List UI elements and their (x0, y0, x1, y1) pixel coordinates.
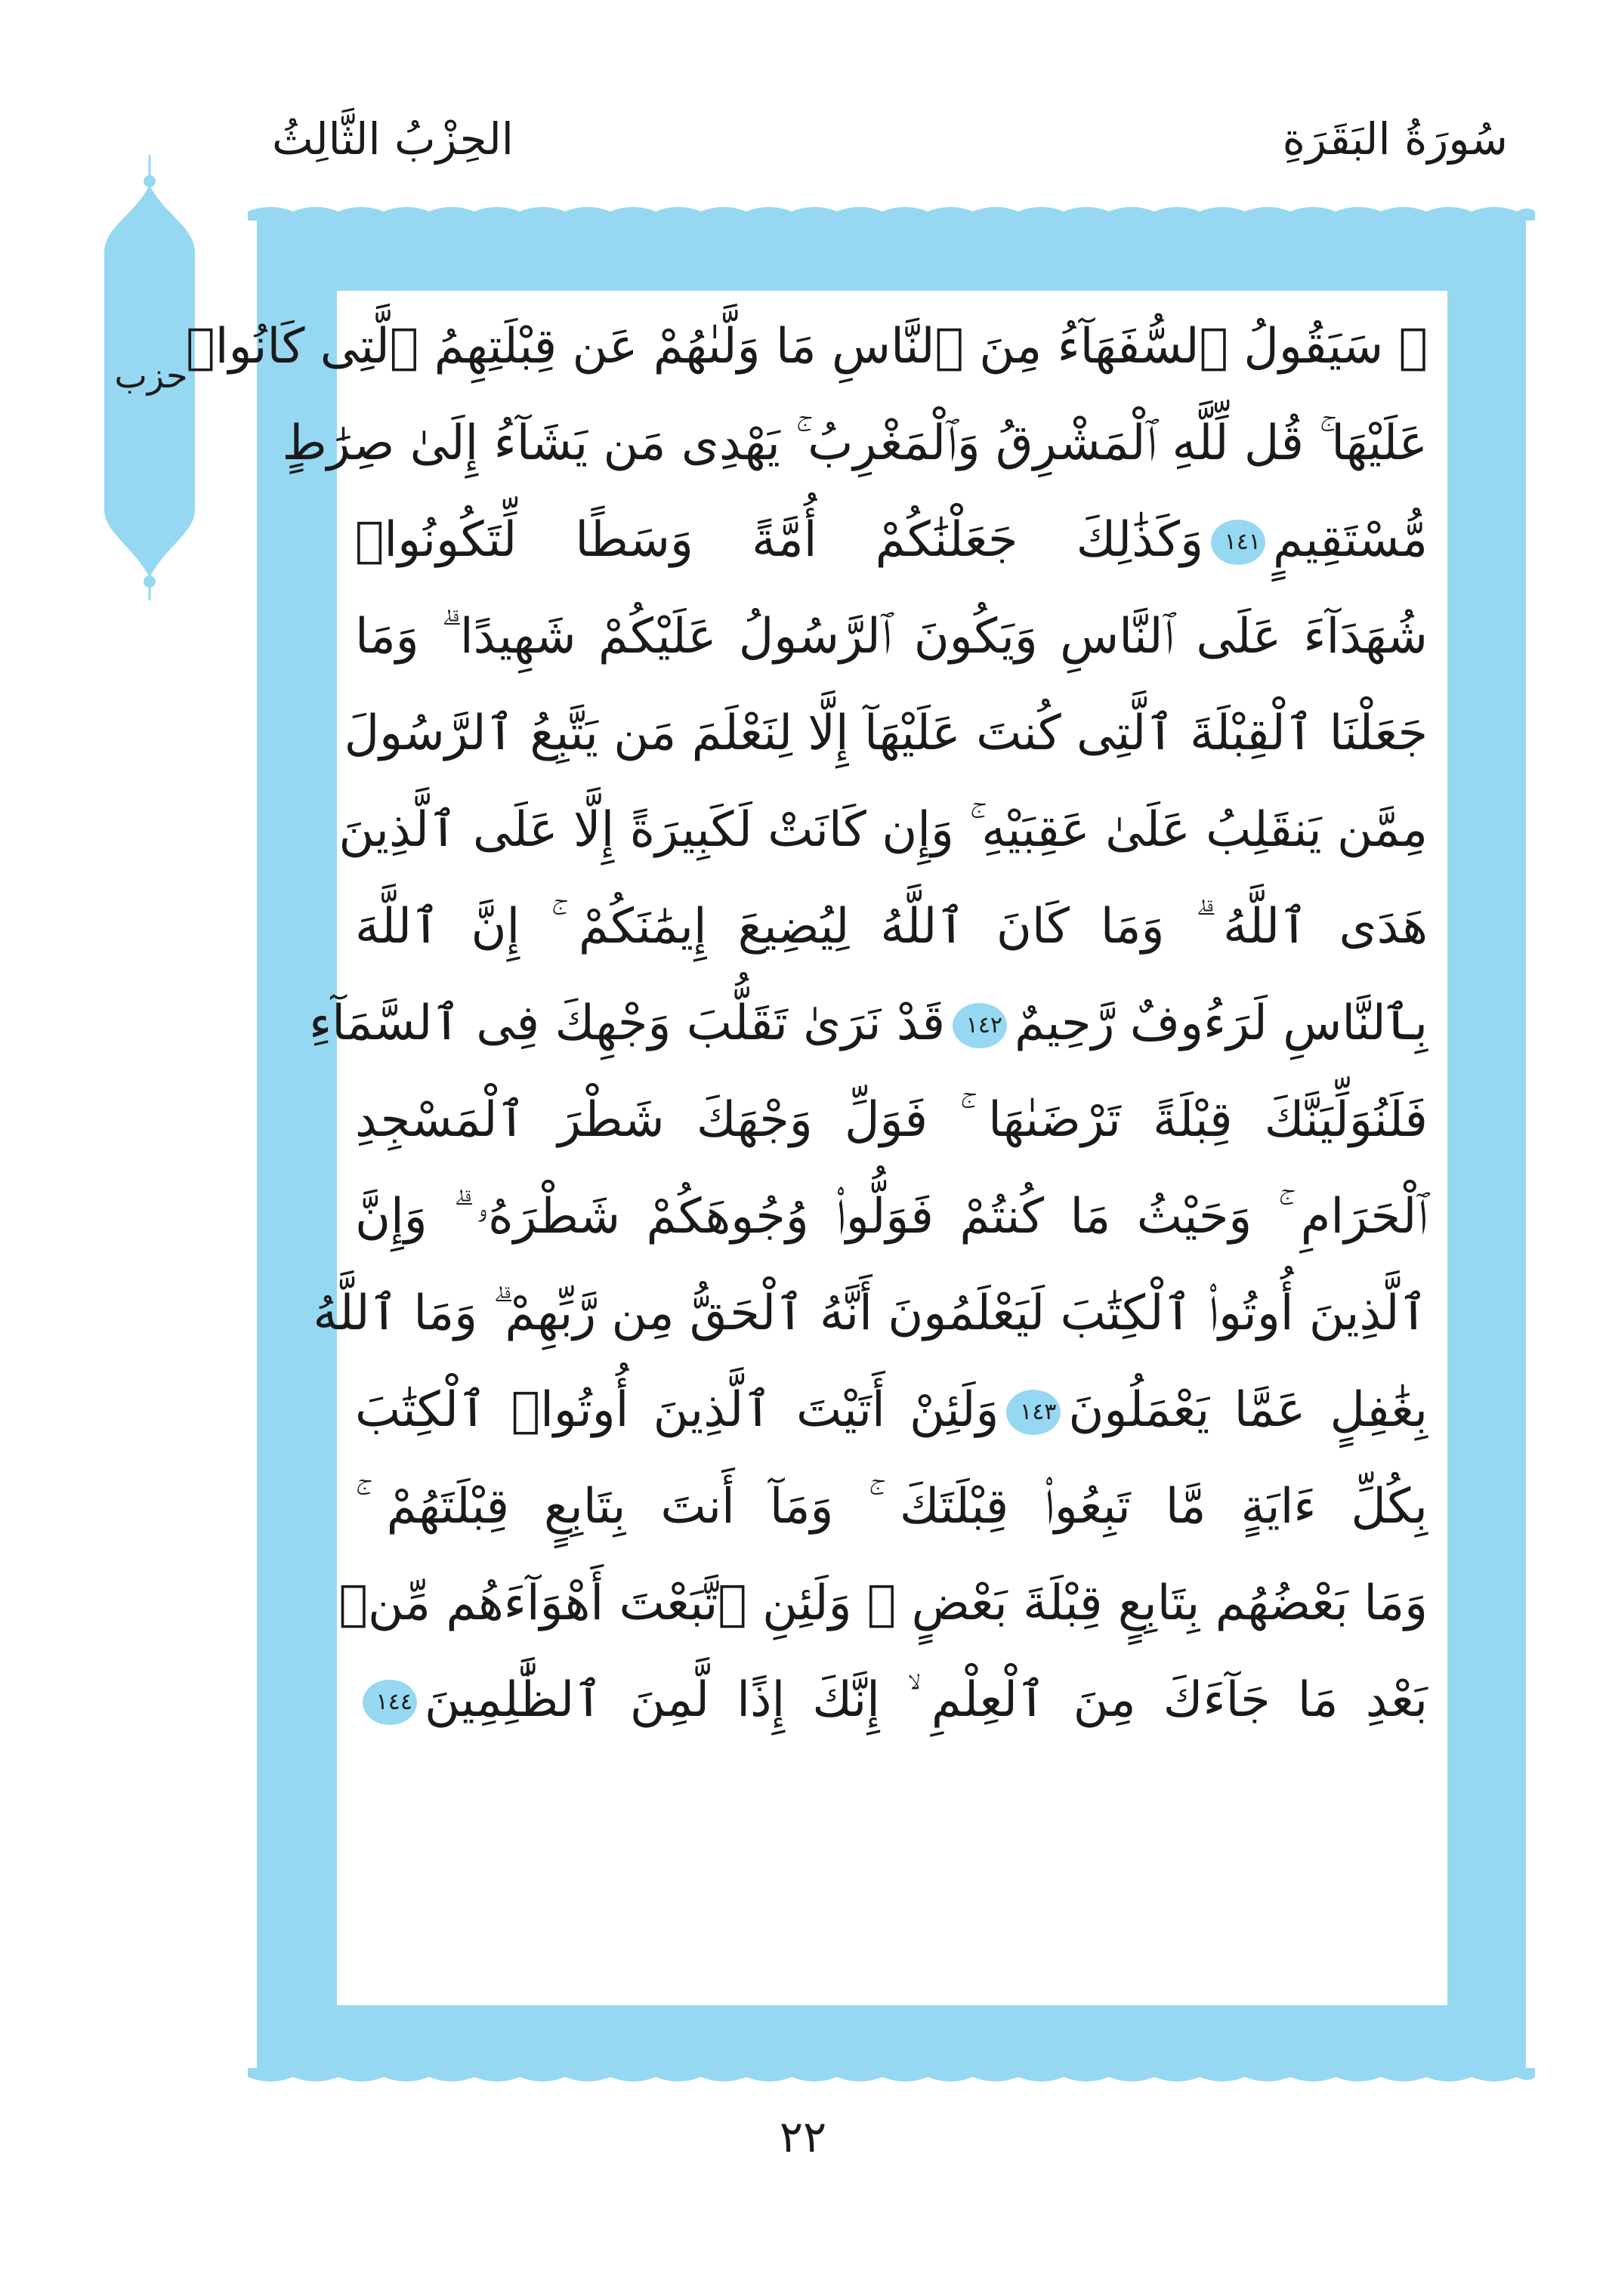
text-line (338, 1555, 1428, 1652)
text-line (355, 1652, 1428, 1748)
line-text: بِكُلِّ ءَايَةٍ مَّا تَبِعُوا۟ قِبْلَتَكَ ۚ وَمَآ أَنتَ بِتَابِعٍ قِبْلَتَهُمْ ۚ (355, 1479, 1428, 1535)
line-text: بَعْدِ مَا جَآءَكَ مِنَ ٱلْعِلْمِ ۙ إِنَّكَ إِذًا لَّمِنَ ٱلظَّٰلِمِينَ (425, 1672, 1428, 1728)
text-line (186, 298, 1428, 395)
ayah-marker: ١٤١ (1211, 520, 1265, 565)
line-text: بِغَٰفِلٍ عَمَّا يَعْمَلُونَ (1068, 1382, 1428, 1438)
line-text-after: وَلَئِنْ أَتَيْتَ ٱلَّذِينَ أُوتُوا۟ ٱلْكِتَٰبَ (355, 1382, 999, 1438)
line-text: جَعَلْنَا ٱلْقِبْلَةَ ٱلَّتِى كُنتَ عَلَيْهَآ إِلَّا لِنَعْلَمَ مَن يَتَّبِعُ ٱلرَّسُولَ (344, 705, 1428, 761)
ayah-marker: ١٤٢ (953, 1003, 1007, 1048)
line-text: وَمَا بَعْضُهُم بِتَابِعٍ قِبْلَةَ بَعْضٍ ۚ وَلَئِنِ ٱتَّبَعْتَ أَهْوَآءَهُم مِّنۢ (338, 1575, 1428, 1631)
line-text: بِٱلنَّاسِ لَرَءُوفٌ رَّحِيمٌ (1015, 995, 1428, 1051)
ayah-marker: ١٤٤ (363, 1680, 417, 1725)
text-line (355, 1458, 1428, 1555)
line-text: فَلَنُوَلِّيَنَّكَ قِبْلَةً تَرْضَىٰهَا ۚ فَوَلِّ وَجْهَكَ شَطْرَ ٱلْمَسْجِدِ (355, 1092, 1428, 1148)
text-line (355, 588, 1428, 685)
ayah-marker: ١٤٣ (1006, 1390, 1061, 1435)
page-number: ٢٢ (779, 2111, 827, 2162)
hizb-label: حزب (114, 355, 188, 396)
line-text: ٱلَّذِينَ أُوتُوا۟ ٱلْكِتَٰبَ لَيَعْلَمُونَ أَنَّهُ ٱلْحَقُّ مِن رَّبِّهِمْ ۗ وَمَا ٱللَّهُ (313, 1285, 1428, 1341)
text-line (355, 492, 1428, 588)
line-text: ٱلْحَرَامِ ۚ وَحَيْثُ مَا كُنتُمْ فَوَلُّوا۟ وُجُوهَكُمْ شَطْرَهُۥ ۗ وَإِنَّ (355, 1189, 1428, 1245)
line-text: عَلَيْهَا ۚ قُل لِّلَّهِ ٱلْمَشْرِقُ وَٱلْمَغْرِبُ ۚ يَهْدِى مَن يَشَآءُ إِلَىٰ صِرَٰطٍ (282, 415, 1428, 471)
hizb-title: الحِزْبُ الثَّالِثُ (272, 113, 514, 165)
text-line (282, 395, 1428, 492)
text-line (355, 878, 1428, 975)
text-line (355, 1072, 1428, 1168)
line-text: هَدَى ٱللَّهُ ۗ وَمَا كَانَ ٱللَّهُ لِيُضِيعَ إِيمَٰنَكُمْ ۚ إِنَّ ٱللَّهَ (355, 899, 1428, 955)
text-line (344, 685, 1428, 782)
surah-title: سُورَةُ البَقَرَةِ (1282, 113, 1508, 165)
text-line (313, 1265, 1428, 1362)
quran-text (186, 298, 1428, 1998)
text-line (355, 1362, 1428, 1458)
text-line (338, 782, 1428, 878)
line-text: شُهَدَآءَ عَلَى ٱلنَّاسِ وَيَكُونَ ٱلرَّسُولُ عَلَيْكُمْ شَهِيدًا ۗ وَمَا (355, 609, 1428, 665)
text-line (355, 1168, 1428, 1265)
line-text: مُّسْتَقِيمٍ (1273, 512, 1428, 568)
line-text: ۞ سَيَقُولُ ٱلسُّفَهَآءُ مِنَ ٱلنَّاسِ مَا وَلَّىٰهُمْ عَن قِبْلَتِهِمُ ٱلَّتِى كَانُوا۟ (186, 319, 1428, 375)
line-text-after: قَدْ نَرَىٰ تَقَلُّبَ وَجْهِكَ فِى ٱلسَّمَآءِ (309, 995, 946, 1051)
line-text: مِمَّن يَنقَلِبُ عَلَىٰ عَقِبَيْهِ ۚ وَإِن كَانَتْ لَكَبِيرَةً إِلَّا عَلَى ٱلَّذِينَ (338, 802, 1428, 858)
text-line (309, 975, 1428, 1072)
line-text-after: وَكَذَٰلِكَ جَعَلْنَٰكُمْ أُمَّةً وَسَطًا لِّتَكُونُوا۟ (355, 512, 1204, 568)
